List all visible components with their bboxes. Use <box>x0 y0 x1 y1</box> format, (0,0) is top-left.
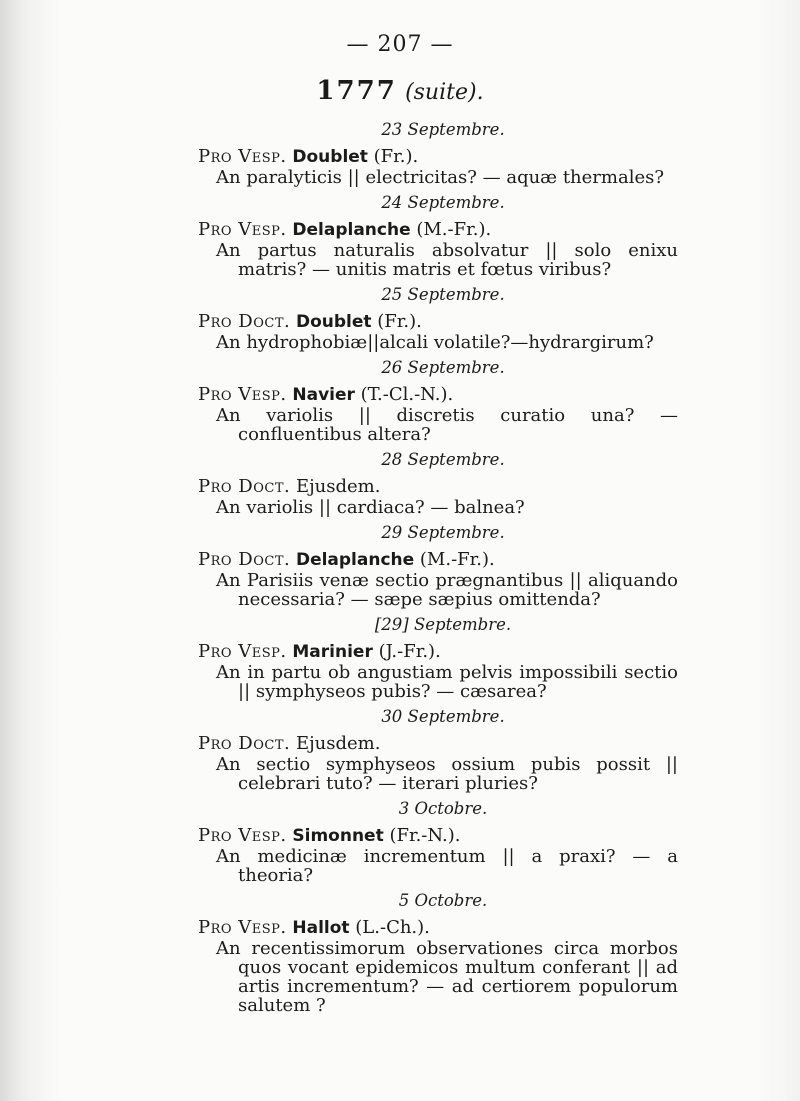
entry-thesis: An hydrophobiæ||alcali volatile?—hydrargirum? <box>216 332 654 353</box>
entry-thesis: An variolis || cardiaca? — balnea? <box>216 497 525 518</box>
entry-degree: Pro Doct. <box>198 311 291 332</box>
entry-initials: (Fr.). <box>371 311 422 332</box>
year-suite: (suite). <box>405 80 484 105</box>
entry-degree: Pro Doct. <box>198 476 291 497</box>
entry-date: 24 Septembre. <box>381 193 505 212</box>
entry-initials: (M.-Fr.). <box>414 549 495 570</box>
page-number: — 207 — <box>346 32 454 57</box>
entry-header <box>198 825 678 847</box>
entry-thesis: An sectio symphyseos ossium pubis possit || celebrari tuto? — iterari pluries? <box>216 754 678 794</box>
entry-thesis: An medicinæ incrementum || a praxi? — a theoria? <box>216 846 678 886</box>
entry-name: Navier <box>292 385 355 405</box>
entry-date: 28 Septembre. <box>381 450 505 469</box>
entry-date: 5 Octobre. <box>398 891 488 910</box>
entry <box>198 191 678 279</box>
entry-initials: (Fr.-N.). <box>383 825 461 846</box>
entry <box>198 448 678 517</box>
entry-name: Marinier <box>292 642 373 662</box>
entry-name: Doublet <box>295 312 372 332</box>
entry-thesis: An recentissimorum observationes circa morbos quos vocant epidemicos multum conferant || ad artis incrementum? — ad certiorem populorum salutem ? <box>216 938 678 1016</box>
entry-thesis: An Parisiis venæ sectio prægnantibus || aliquando necessaria? — sæpe sæpius omittenda? <box>216 570 678 610</box>
entry-date: 29 Septembre. <box>381 523 505 542</box>
entry-header <box>198 917 678 939</box>
entry <box>198 118 678 187</box>
entry-degree: Pro Vesp. <box>198 146 287 167</box>
entry-header <box>198 384 678 406</box>
entry-date: 25 Septembre. <box>381 285 505 304</box>
entry-initials: (J.-Fr.). <box>372 641 441 662</box>
entry <box>198 705 678 793</box>
entry-header <box>198 641 678 663</box>
entry-name: Hallot <box>292 918 350 938</box>
entry-thesis: An partus naturalis absolvatur || solo enixu matris? — unitis matris et fœtus viribus? <box>216 240 678 280</box>
entry-initials: (T.-Cl.-N.). <box>354 384 454 405</box>
entry <box>198 613 678 701</box>
entry <box>198 283 678 352</box>
entry-initials: (M.-Fr.). <box>410 219 492 240</box>
year: 1777 <box>316 76 397 106</box>
entry-date: 3 Octobre. <box>398 799 488 818</box>
entry-header <box>198 733 678 755</box>
entry <box>198 356 678 444</box>
entry <box>198 521 678 609</box>
entry-date: [29] Septembre. <box>374 615 512 634</box>
entry-header <box>198 311 678 333</box>
entry-degree: Pro Doct. <box>198 733 291 754</box>
entry-thesis: An in partu ob angustiam pelvis impossibili sectio || symphyseos pubis? — cæsarea? <box>216 662 678 702</box>
entry <box>198 889 678 1015</box>
entry-header <box>198 146 678 168</box>
entry-header <box>198 476 678 498</box>
entry <box>198 797 678 885</box>
entry-degree: Pro Vesp. <box>198 917 287 938</box>
entry-degree: Pro Vesp. <box>198 825 287 846</box>
entry-initials: Ejusdem. <box>295 733 381 754</box>
entry-name: Delaplanche <box>295 550 415 570</box>
entry-initials: Ejusdem. <box>295 476 381 497</box>
year-heading <box>0 76 800 106</box>
entry-name: Simonnet <box>292 826 384 846</box>
entry-date: 23 Septembre. <box>381 120 505 139</box>
entry-thesis: An paralyticis || electricitas? — aquæ thermales? <box>216 167 665 188</box>
entry-degree: Pro Vesp. <box>198 219 287 240</box>
entry-header <box>198 549 678 571</box>
entry-initials: (Fr.). <box>367 146 419 167</box>
entry-date: 30 Septembre. <box>381 707 505 726</box>
entry-degree: Pro Vesp. <box>198 384 287 405</box>
entry-initials: (L.-Ch.). <box>349 917 430 938</box>
entry-header <box>198 219 678 241</box>
entry-degree: Pro Vesp. <box>198 641 287 662</box>
entry-date: 26 Septembre. <box>381 358 505 377</box>
entry-name: Delaplanche <box>292 220 411 240</box>
entry-degree: Pro Doct. <box>198 549 291 570</box>
entry-name: Doublet <box>292 147 368 167</box>
entries-list <box>198 114 678 1017</box>
entry-thesis: An variolis || discretis curatio una? — confluentibus altera? <box>216 405 678 445</box>
